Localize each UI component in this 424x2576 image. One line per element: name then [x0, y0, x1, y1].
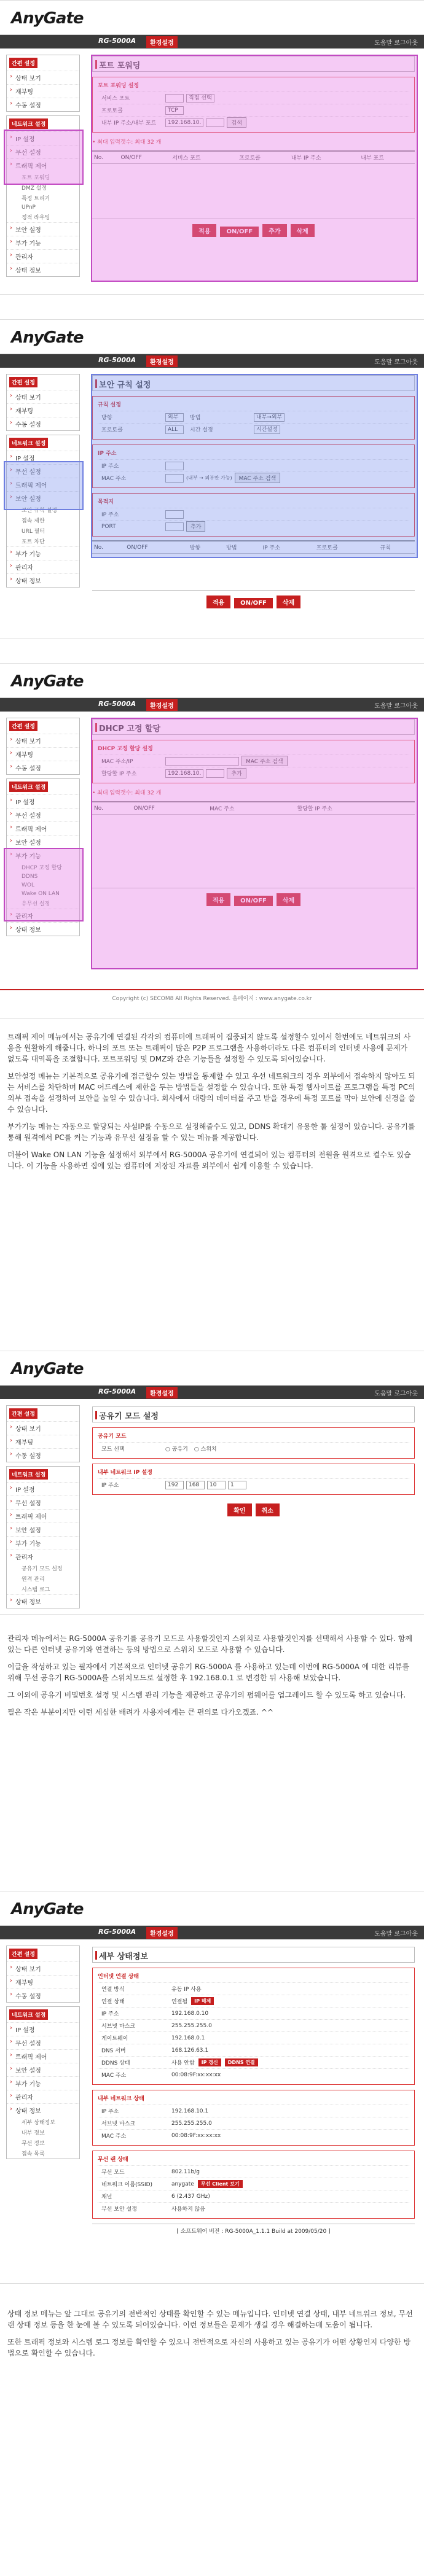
- logo: AnyGate: [11, 328, 84, 347]
- sidebar-sub[interactable]: 시스템 로그: [22, 1587, 50, 1593]
- field-value: 168.126.63.1: [171, 2047, 209, 2054]
- box-title: 인터넷 연결 상태: [98, 1974, 139, 1980]
- logo: AnyGate: [11, 672, 84, 691]
- model-label: RG-5000A: [98, 1387, 136, 1395]
- table-body: [92, 815, 415, 888]
- sidebar-head-network: 네트워크 설정: [9, 1469, 48, 1480]
- sidebar-head-network: 네트워크 설정: [9, 2009, 48, 2020]
- method-select[interactable]: 내부→외부: [254, 413, 285, 422]
- env-tab[interactable]: 환경설정: [146, 1387, 178, 1399]
- paragraph: 관리자 메뉴에서는 RG-5000A 공유기를 공유기 모드로 사용할것인지 스위치로 사용할것인지를 선택해서 사용할 수 있다. 함께 있는 다른 인터넷 공유기와 연결하는 등의 방법으로 스위치 모드로 사용할 수 있습니다.: [7, 1634, 412, 1654]
- logo: AnyGate: [11, 1360, 84, 1378]
- add-button[interactable]: 추가: [227, 768, 246, 778]
- top-links[interactable]: 도움말 로그아웃: [374, 359, 418, 366]
- dest-box: [92, 493, 415, 537]
- sidebar: [6, 718, 80, 940]
- mode-box: [92, 1427, 415, 1459]
- field-value: 6 (2.437 GHz): [171, 2193, 210, 2200]
- sidebar-sub[interactable]: 접속 목록: [22, 2151, 45, 2157]
- sidebar-item[interactable]: › 보안 설정: [7, 835, 79, 848]
- ip-octet-4[interactable]: 1: [228, 1481, 246, 1489]
- delete-button[interactable]: 삭제: [277, 893, 300, 906]
- sidebar-item[interactable]: › 재부팅: [7, 84, 79, 98]
- ip-octet-1[interactable]: 192: [165, 1481, 184, 1489]
- ok-button[interactable]: 확인: [227, 1503, 251, 1516]
- mac-search-button[interactable]: MAC 주소 검색: [241, 756, 288, 766]
- field-value: 192.168.0.10: [171, 2010, 209, 2017]
- sidebar-item[interactable]: › 상태 정보: [7, 573, 79, 587]
- sidebar-head-quick: 간편 설정: [9, 377, 37, 387]
- cancel-button[interactable]: 취소: [256, 1503, 280, 1516]
- sidebar-item[interactable]: › 부가 기능: [7, 236, 79, 249]
- field-label: 게이트웨이: [101, 2036, 128, 2042]
- screenshot-dhcp: [0, 663, 424, 1019]
- sidebar-item[interactable]: › 트래픽 제어: [7, 158, 79, 172]
- sidebar-sub[interactable]: 무선 정보: [22, 2141, 45, 2147]
- footer: Copyright (c) SECOM8 All Rights Reserved. 홈페이지 : www.anygate.co.kr: [0, 989, 424, 1014]
- sidebar-item[interactable]: › 수동 설정: [7, 417, 79, 430]
- logo: AnyGate: [11, 9, 84, 28]
- field-label: 시간 설정: [190, 427, 213, 433]
- field-label: 연결 상태: [101, 1999, 125, 2005]
- apply-button[interactable]: 적용: [206, 596, 230, 608]
- sidebar-item[interactable]: › 관리자: [7, 909, 79, 922]
- search-button[interactable]: 검색: [227, 117, 246, 128]
- sidebar-item[interactable]: › IP 설정: [7, 2022, 79, 2036]
- field-label: MAC 주소/IP: [101, 759, 133, 765]
- paragraph: 더불어 Wake ON LAN 기능을 설정해서 외부에서 RG-5000A 공유기에 연결되어 있는 컴퓨터의 전원을 원격으로 켤수도 있습니다. 이 기능을 사용하면 집에 있는 컴퓨터에 저장된 자료를 외부에서 쉽게 이용할 수 있습니다.: [7, 1150, 411, 1170]
- col-header: ON/OFF: [132, 802, 208, 815]
- sidebar-item[interactable]: › 트래픽 제어: [7, 478, 79, 491]
- paragraph: 또한 트래픽 정보와 시스템 로그 정보를 확인할 수 있으니 전반적으로 자신의 사용하고 있는 공유기가 어떤 상황인지 다양한 방법으로 확인할 수 있습니다.: [7, 2338, 411, 2357]
- field-label: DDNS 상태: [101, 2060, 130, 2066]
- env-tab[interactable]: 환경설정: [146, 1927, 178, 1939]
- sidebar-item[interactable]: › 관리자: [7, 560, 79, 573]
- field-label: MAC 주소: [101, 2073, 127, 2079]
- time-select[interactable]: 시간설정: [254, 425, 280, 434]
- sidebar-sub[interactable]: 공유기 모드 설정: [22, 1566, 63, 1572]
- sidebar-item[interactable]: › 상태 정보: [7, 922, 79, 936]
- sidebar-item[interactable]: › 상태 보기: [7, 390, 79, 403]
- sidebar-head-quick: 간편 설정: [9, 58, 37, 68]
- sidebar-sub[interactable]: 정적 라우팅: [22, 215, 50, 221]
- field-label: 프로토콜: [101, 108, 123, 114]
- assign-ip-last[interactable]: [206, 769, 224, 778]
- field-value: anygate: [171, 2181, 194, 2187]
- screenshot-router-mode: [0, 1351, 424, 1615]
- apply-button[interactable]: 적용: [206, 893, 230, 906]
- page-title: 포트 포워딩: [92, 56, 415, 72]
- onoff-button[interactable]: ON/OFF: [234, 896, 273, 906]
- sidebar-sub[interactable]: 세부 상태정보: [22, 2120, 56, 2126]
- sidebar-item[interactable]: › 재부팅: [7, 1975, 79, 1988]
- model-label: RG-5000A: [98, 1928, 136, 1936]
- sidebar-item[interactable]: › 보안 설정: [7, 491, 79, 505]
- env-tab[interactable]: 환경설정: [146, 699, 178, 711]
- table-body: [92, 164, 415, 219]
- box-title: 규칙 설정: [98, 402, 121, 408]
- ip-input[interactable]: [165, 462, 184, 470]
- model-label: RG-5000A: [98, 700, 136, 708]
- sidebar-item[interactable]: › 상태 보기: [7, 1961, 79, 1975]
- sidebar-item[interactable]: › 무선 설정: [7, 145, 79, 158]
- field-label: 내부 IP 주소/내부 포트: [101, 120, 157, 126]
- sidebar-item[interactable]: › 관리자: [7, 249, 79, 263]
- box-title: 공유기 모드: [98, 1433, 127, 1440]
- box-title: DHCP 고정 할당 설정: [98, 746, 153, 752]
- field-label: 서비스 포트: [101, 96, 130, 102]
- sidebar-item[interactable]: › 트래픽 제어: [7, 821, 79, 835]
- onoff-button[interactable]: ON/OFF: [234, 598, 273, 608]
- sidebar-item[interactable]: › 부가 기능: [7, 848, 79, 862]
- field-value: 255.255.255.0: [171, 2022, 212, 2029]
- delete-button[interactable]: 삭제: [291, 224, 315, 237]
- main-content: [92, 56, 415, 237]
- ip-release-button[interactable]: IP 해제: [191, 1997, 214, 2005]
- sidebar-item[interactable]: › IP 설정: [7, 131, 79, 145]
- page-title: 공유기 모드 설정: [92, 1406, 415, 1422]
- field-label: 프로토콜: [101, 427, 123, 433]
- service-select[interactable]: 직접 선택: [186, 94, 214, 103]
- field-value: 192.168.10.1: [171, 2108, 209, 2114]
- protocol-select[interactable]: TCP: [165, 106, 184, 115]
- col-header: No.: [92, 151, 119, 164]
- env-tab[interactable]: 환경설정: [146, 36, 178, 48]
- settings-box: [92, 77, 415, 133]
- logo: AnyGate: [11, 1900, 84, 1918]
- field-value: 00:08:9F:xx:xx:xx: [171, 2132, 221, 2139]
- col-header: 방법: [224, 541, 261, 554]
- field-label: 서브넷 마스크: [101, 2121, 136, 2127]
- model-label: RG-5000A: [98, 37, 136, 45]
- lan-box: [92, 2090, 415, 2146]
- top-links[interactable]: 도움말 로그아웃: [374, 703, 418, 710]
- box-title: 목적지: [98, 499, 114, 505]
- hint: (내부 → 외부만 가능): [186, 475, 232, 481]
- assign-ip-input[interactable]: 192.168.10.: [165, 769, 203, 778]
- sidebar-head-quick: 간편 설정: [9, 721, 37, 731]
- screenshot-port-forwarding: [0, 0, 424, 295]
- sidebar-sub[interactable]: 내부 정보: [22, 2130, 45, 2136]
- add-button[interactable]: 추가: [186, 521, 205, 532]
- field-label: 네트워크 이름(SSID): [101, 2182, 153, 2188]
- sidebar-item[interactable]: › 관리자: [7, 1550, 79, 1563]
- sidebar-sub[interactable]: WOL: [22, 882, 34, 888]
- paragraph: 필은 작은 부분이지만 이런 세심한 배려가 사용자에게는 큰 편의로 다가오겠죠. ^^: [7, 1708, 274, 1717]
- field-label: 방향: [101, 415, 112, 421]
- dest-port-input[interactable]: [165, 522, 184, 531]
- field-label: 할당할 IP 주소: [101, 771, 137, 777]
- ip-renew-button[interactable]: IP 갱신: [198, 2058, 221, 2066]
- description-3: [7, 2308, 417, 2365]
- internal-ip-input[interactable]: 192.168.10.: [165, 118, 203, 127]
- field-value: 255.255.255.0: [171, 2120, 212, 2127]
- sidebar-item[interactable]: › 트래픽 제어: [7, 1509, 79, 1523]
- sidebar-item[interactable]: › 보안 설정: [7, 2063, 79, 2076]
- col-header: 내부 IP 주소: [289, 151, 359, 164]
- max-note: • 최대 입력갯수: 최대 32 개: [92, 790, 162, 796]
- box-title: IP 주소: [98, 451, 117, 457]
- table-body: [92, 554, 415, 591]
- sidebar-sub[interactable]: 유무선 설정: [22, 901, 50, 907]
- add-button[interactable]: 추가: [262, 224, 286, 237]
- field-label: 방법: [190, 415, 201, 421]
- switch-radio[interactable]: ○ 스위치: [194, 1446, 217, 1453]
- ddns-button[interactable]: DDNS 연결: [225, 2058, 258, 2066]
- paragraph: 트래픽 제어 메뉴에서는 공유기에 연결된 각각의 컴퓨터에 트래픽이 집중되지 않도록 설정할수 있어서 한번에도 네트워크의 사용을 원활하게 해줍니다. 하나의 포트 또는 트래픽이 많은 P2P 프로그램을 사용하더라도 다른 컴퓨터의 인터넷 사용에 문제가 없도록 대역폭을 조절합니다. 포트포워딩 및 DMZ와 같은 기능들을 설정할 수 있도록 되어있습니다.: [7, 1033, 411, 1063]
- field-label: PORT: [101, 523, 116, 530]
- sidebar-item[interactable]: › 보안 설정: [7, 1523, 79, 1536]
- router-radio[interactable]: ○ 공유기: [165, 1446, 188, 1453]
- sidebar-sub[interactable]: 원격 관리: [22, 1577, 45, 1583]
- paragraph: 부가기능 메뉴는 자동으로 할당되는 사설IP를 수동으로 설정해줄수도 있고, DDNS 확대기 유용한 툴 설정이 있습니다. 공유기를 통해 원격에서 PC를 켜는 기능과 유무선 설정을 할 수 있는 메뉴를 제공합니다.: [7, 1122, 415, 1142]
- main-content: [92, 1947, 415, 2235]
- service-port-input[interactable]: [165, 94, 184, 103]
- paragraph: 보안설정 메뉴는 기본적으로 공유기에 접근할수 있는 방법을 통제할 수 있고 우선 네트워크의 경우 외부에서 접속하지 않아도 되는 서비스를 차단하며 MAC 어드레스에 제한을 두는 방법들을 설정할 수 있습니다. 또한 특정 웹사이트를 프로그램을 특정 PC의 외부 접속을 설정하여 보안을 높일 수 있습니다. 회사에서 대량의 데이터를 주고 받을 경우에 특정 포트를 막아 보안에 신경을 쓸수 있습니다.: [7, 1072, 415, 1114]
- sidebar-head-quick: 간편 설정: [9, 1408, 37, 1419]
- dhcp-table: [92, 801, 415, 888]
- col-header: No.: [92, 802, 132, 815]
- screenshot-status: [0, 1891, 424, 2284]
- ip-box: [92, 444, 415, 488]
- box-title: 포트 포워딩 설정: [98, 83, 139, 89]
- sidebar-item[interactable]: › 재부팅: [7, 403, 79, 417]
- rule-box: [92, 396, 415, 440]
- sidebar-item[interactable]: › IP 설정: [7, 794, 79, 808]
- sidebar-item[interactable]: › 상태 정보: [7, 1594, 79, 1608]
- sidebar-item[interactable]: › 무선 설정: [7, 2036, 79, 2049]
- sidebar-item[interactable]: › 상태 보기: [7, 71, 79, 84]
- col-header: 방향: [188, 541, 224, 554]
- internal-port-input[interactable]: [206, 118, 224, 127]
- field-label: 연결 방식: [101, 1987, 125, 1993]
- rule-table: [92, 150, 415, 219]
- box-title: 내부 네트워크 IP 설정: [98, 1470, 152, 1476]
- field-label: 무선 모드: [101, 2170, 125, 2176]
- top-links[interactable]: 도움말 로그아웃: [374, 1391, 418, 1397]
- sidebar-head-network: 네트워크 설정: [9, 782, 48, 792]
- sidebar: [6, 55, 80, 281]
- sidebar-sub[interactable]: Wake ON LAN: [22, 891, 60, 897]
- field-value: 사용하지 않음: [171, 2206, 206, 2213]
- apply-button[interactable]: 적용: [192, 224, 216, 237]
- sidebar-item[interactable]: › 상태 정보: [7, 2103, 79, 2117]
- sidebar-item[interactable]: › 무선 설정: [7, 464, 79, 478]
- top-links[interactable]: 도움말 로그아웃: [374, 40, 418, 47]
- sidebar-head-network: 네트워크 설정: [9, 118, 48, 129]
- wireless-client-button[interactable]: 무선 Client 보기: [198, 2180, 243, 2188]
- field-label: IP 주소: [101, 512, 119, 518]
- sidebar: [6, 1946, 80, 2163]
- sidebar-item[interactable]: › 관리자: [7, 2090, 79, 2103]
- col-header: 프로토콜: [237, 151, 289, 164]
- box-title: 무선 랜 상태: [98, 2157, 128, 2163]
- field-label: 모드 선택: [101, 1446, 125, 1453]
- direction-select[interactable]: 외부: [165, 413, 184, 422]
- delete-button[interactable]: 삭제: [277, 596, 300, 608]
- field-value: 사용 안함: [171, 2060, 195, 2066]
- dest-ip-input[interactable]: [165, 510, 184, 519]
- ip-box: [92, 1464, 415, 1495]
- sidebar: [6, 374, 80, 591]
- sidebar-item[interactable]: › 수동 설정: [7, 1988, 79, 2002]
- page-title: 세부 상태정보: [92, 1947, 415, 1963]
- col-header: 서비스 포트: [170, 151, 237, 164]
- paragraph: 상태 정보 메뉴는 앞 그대로 공유기의 전반적인 상태를 확인할 수 있는 메뉴입니다. 인터넷 연결 상태, 내부 네트워크 정보, 무선 랜 상태 정보 등을 한 눈에 볼 수 있도록 되어있습니다. 이런 정보들은 문제가 생길 경우 해결하는데 도움이 됩니다.: [7, 2310, 413, 2329]
- mac-radio[interactable]: MAC 주소: [101, 476, 127, 482]
- top-links[interactable]: 도움말 로그아웃: [374, 1931, 418, 1938]
- main-content: [92, 1406, 415, 1516]
- main-content: [92, 375, 415, 608]
- col-header: ON/OFF: [125, 541, 187, 554]
- field-value: 유동 IP 사용: [171, 1987, 202, 1993]
- box-title: 내부 네트워크 상태: [98, 2096, 144, 2102]
- paragraph: 그 이외에 공유기 비밀번호 설정 및 시스템 관리 기능을 제공하고 공유기의 펌웨어를 업그레이드 할 수 있도록 하고 있습니다.: [7, 1691, 406, 1699]
- sidebar-item[interactable]: › 수동 설정: [7, 98, 79, 111]
- page-title: 보안 규칙 설정: [92, 375, 415, 391]
- sidebar-item[interactable]: › 재부팅: [7, 1435, 79, 1448]
- sidebar-item[interactable]: › 수동 설정: [7, 761, 79, 774]
- sidebar-head-network: 네트워크 설정: [9, 438, 48, 448]
- sidebar-item[interactable]: › 상태 보기: [7, 1421, 79, 1435]
- sidebar-sub[interactable]: 포트 차단: [22, 539, 45, 545]
- field-value: 00:08:9F:xx:xx:xx: [171, 2071, 221, 2078]
- sidebar-head-quick: 간편 설정: [9, 1949, 37, 1959]
- rule-table: [92, 540, 415, 591]
- mac-input[interactable]: [165, 474, 184, 483]
- description-2: [7, 1633, 417, 1724]
- protocol-select[interactable]: ALL: [165, 425, 184, 434]
- sidebar-item[interactable]: › IP 설정: [7, 451, 79, 464]
- mac-input[interactable]: [165, 757, 239, 766]
- field-label: IP 주소: [101, 2109, 119, 2115]
- sidebar-item[interactable]: › 상태 보기: [7, 734, 79, 747]
- sidebar-item[interactable]: › 상태 정보: [7, 263, 79, 276]
- col-header: ON/OFF: [119, 151, 171, 164]
- ip-octet-2[interactable]: 168: [186, 1481, 205, 1489]
- model-label: RG-5000A: [98, 356, 136, 364]
- max-note: • 최대 입력갯수: 최대 32 개: [92, 139, 162, 145]
- sidebar-item[interactable]: › 무선 설정: [7, 808, 79, 821]
- onoff-button[interactable]: ON/OFF: [220, 227, 259, 237]
- sidebar-item[interactable]: › 부가 기능: [7, 546, 79, 560]
- sidebar-sub[interactable]: 보안 규칙 설정: [22, 508, 57, 514]
- paragraph: 이글을 작성하고 있는 필자에서 기본적으로 인터넷 공유기 RG-5000A 를 사용하고 있는데 이번에 RG-5000A 에 대한 리뷰를 위해 무선 공유기 RG-5000A를 스위치모드로 설정한 후 192.168.0.1 로 변경한 뒤 사용해 보았습니다.: [7, 1662, 409, 1682]
- field-label: IP 주소: [101, 2011, 119, 2017]
- internet-box: [92, 1968, 415, 2085]
- col-header: 할당할 IP 주소: [296, 802, 415, 815]
- ip-radio[interactable]: IP 주소: [101, 464, 119, 470]
- field-value: 802.11b/g: [171, 2168, 200, 2175]
- main-content: [92, 719, 415, 906]
- field-label: IP 주소: [101, 1483, 119, 1489]
- field-value: 192.168.0.1: [171, 2035, 205, 2041]
- sidebar-sub[interactable]: URL 필터: [22, 529, 45, 535]
- env-tab[interactable]: 환경설정: [146, 355, 178, 367]
- sidebar-sub[interactable]: 접속 제한: [22, 518, 45, 524]
- col-header: No.: [92, 541, 125, 554]
- page-title: DHCP 고정 할당: [92, 719, 415, 735]
- field-value: 연결됨: [171, 1999, 188, 2005]
- sidebar-sub[interactable]: DDNS: [22, 874, 38, 880]
- sidebar-item[interactable]: › 재부팅: [7, 747, 79, 761]
- sidebar-item[interactable]: › 부가 기능: [7, 1536, 79, 1550]
- wlan-box: [92, 2151, 415, 2219]
- screenshot-security: [0, 319, 424, 638]
- mac-search-button[interactable]: MAC 주소 검색: [235, 473, 281, 483]
- sidebar-item[interactable]: › IP 설정: [7, 1482, 79, 1496]
- sidebar-sub[interactable]: 특정 트리거: [22, 196, 50, 202]
- col-header: IP 주소: [261, 541, 315, 554]
- field-label: 무선 보안 설정: [101, 2206, 137, 2213]
- firmware-version: [ 소프트웨어 버전 : RG-5000A_1.1.1 Build at 2009/05/20 ]: [92, 2224, 415, 2235]
- sidebar-item[interactable]: › 보안 설정: [7, 222, 79, 236]
- sidebar-sub[interactable]: DHCP 고정 할당: [22, 865, 62, 871]
- settings-box: [92, 740, 415, 783]
- col-header: 규칙: [379, 541, 415, 554]
- ip-octet-3[interactable]: 10: [207, 1481, 226, 1489]
- field-label: 채널: [101, 2194, 112, 2200]
- field-label: DNS 서버: [101, 2048, 126, 2054]
- sidebar-item[interactable]: › 트래픽 제어: [7, 2049, 79, 2063]
- sidebar-sub[interactable]: 포트 포워딩: [22, 175, 50, 181]
- sidebar-sub[interactable]: UPnP: [22, 204, 36, 211]
- col-header: 프로토콜: [315, 541, 379, 554]
- col-header: 내부 포트: [359, 151, 415, 164]
- sidebar-sub[interactable]: DMZ 설정: [22, 185, 47, 192]
- col-header: MAC 주소: [208, 802, 295, 815]
- sidebar: [6, 1405, 80, 1612]
- sidebar-item[interactable]: › 무선 설정: [7, 1496, 79, 1509]
- field-label: 서브넷 마스크: [101, 2023, 136, 2030]
- sidebar-item[interactable]: › 부가 기능: [7, 2076, 79, 2090]
- field-label: MAC 주소: [101, 2133, 127, 2140]
- description-1: [7, 1031, 417, 1177]
- sidebar-item[interactable]: › 수동 설정: [7, 1448, 79, 1462]
